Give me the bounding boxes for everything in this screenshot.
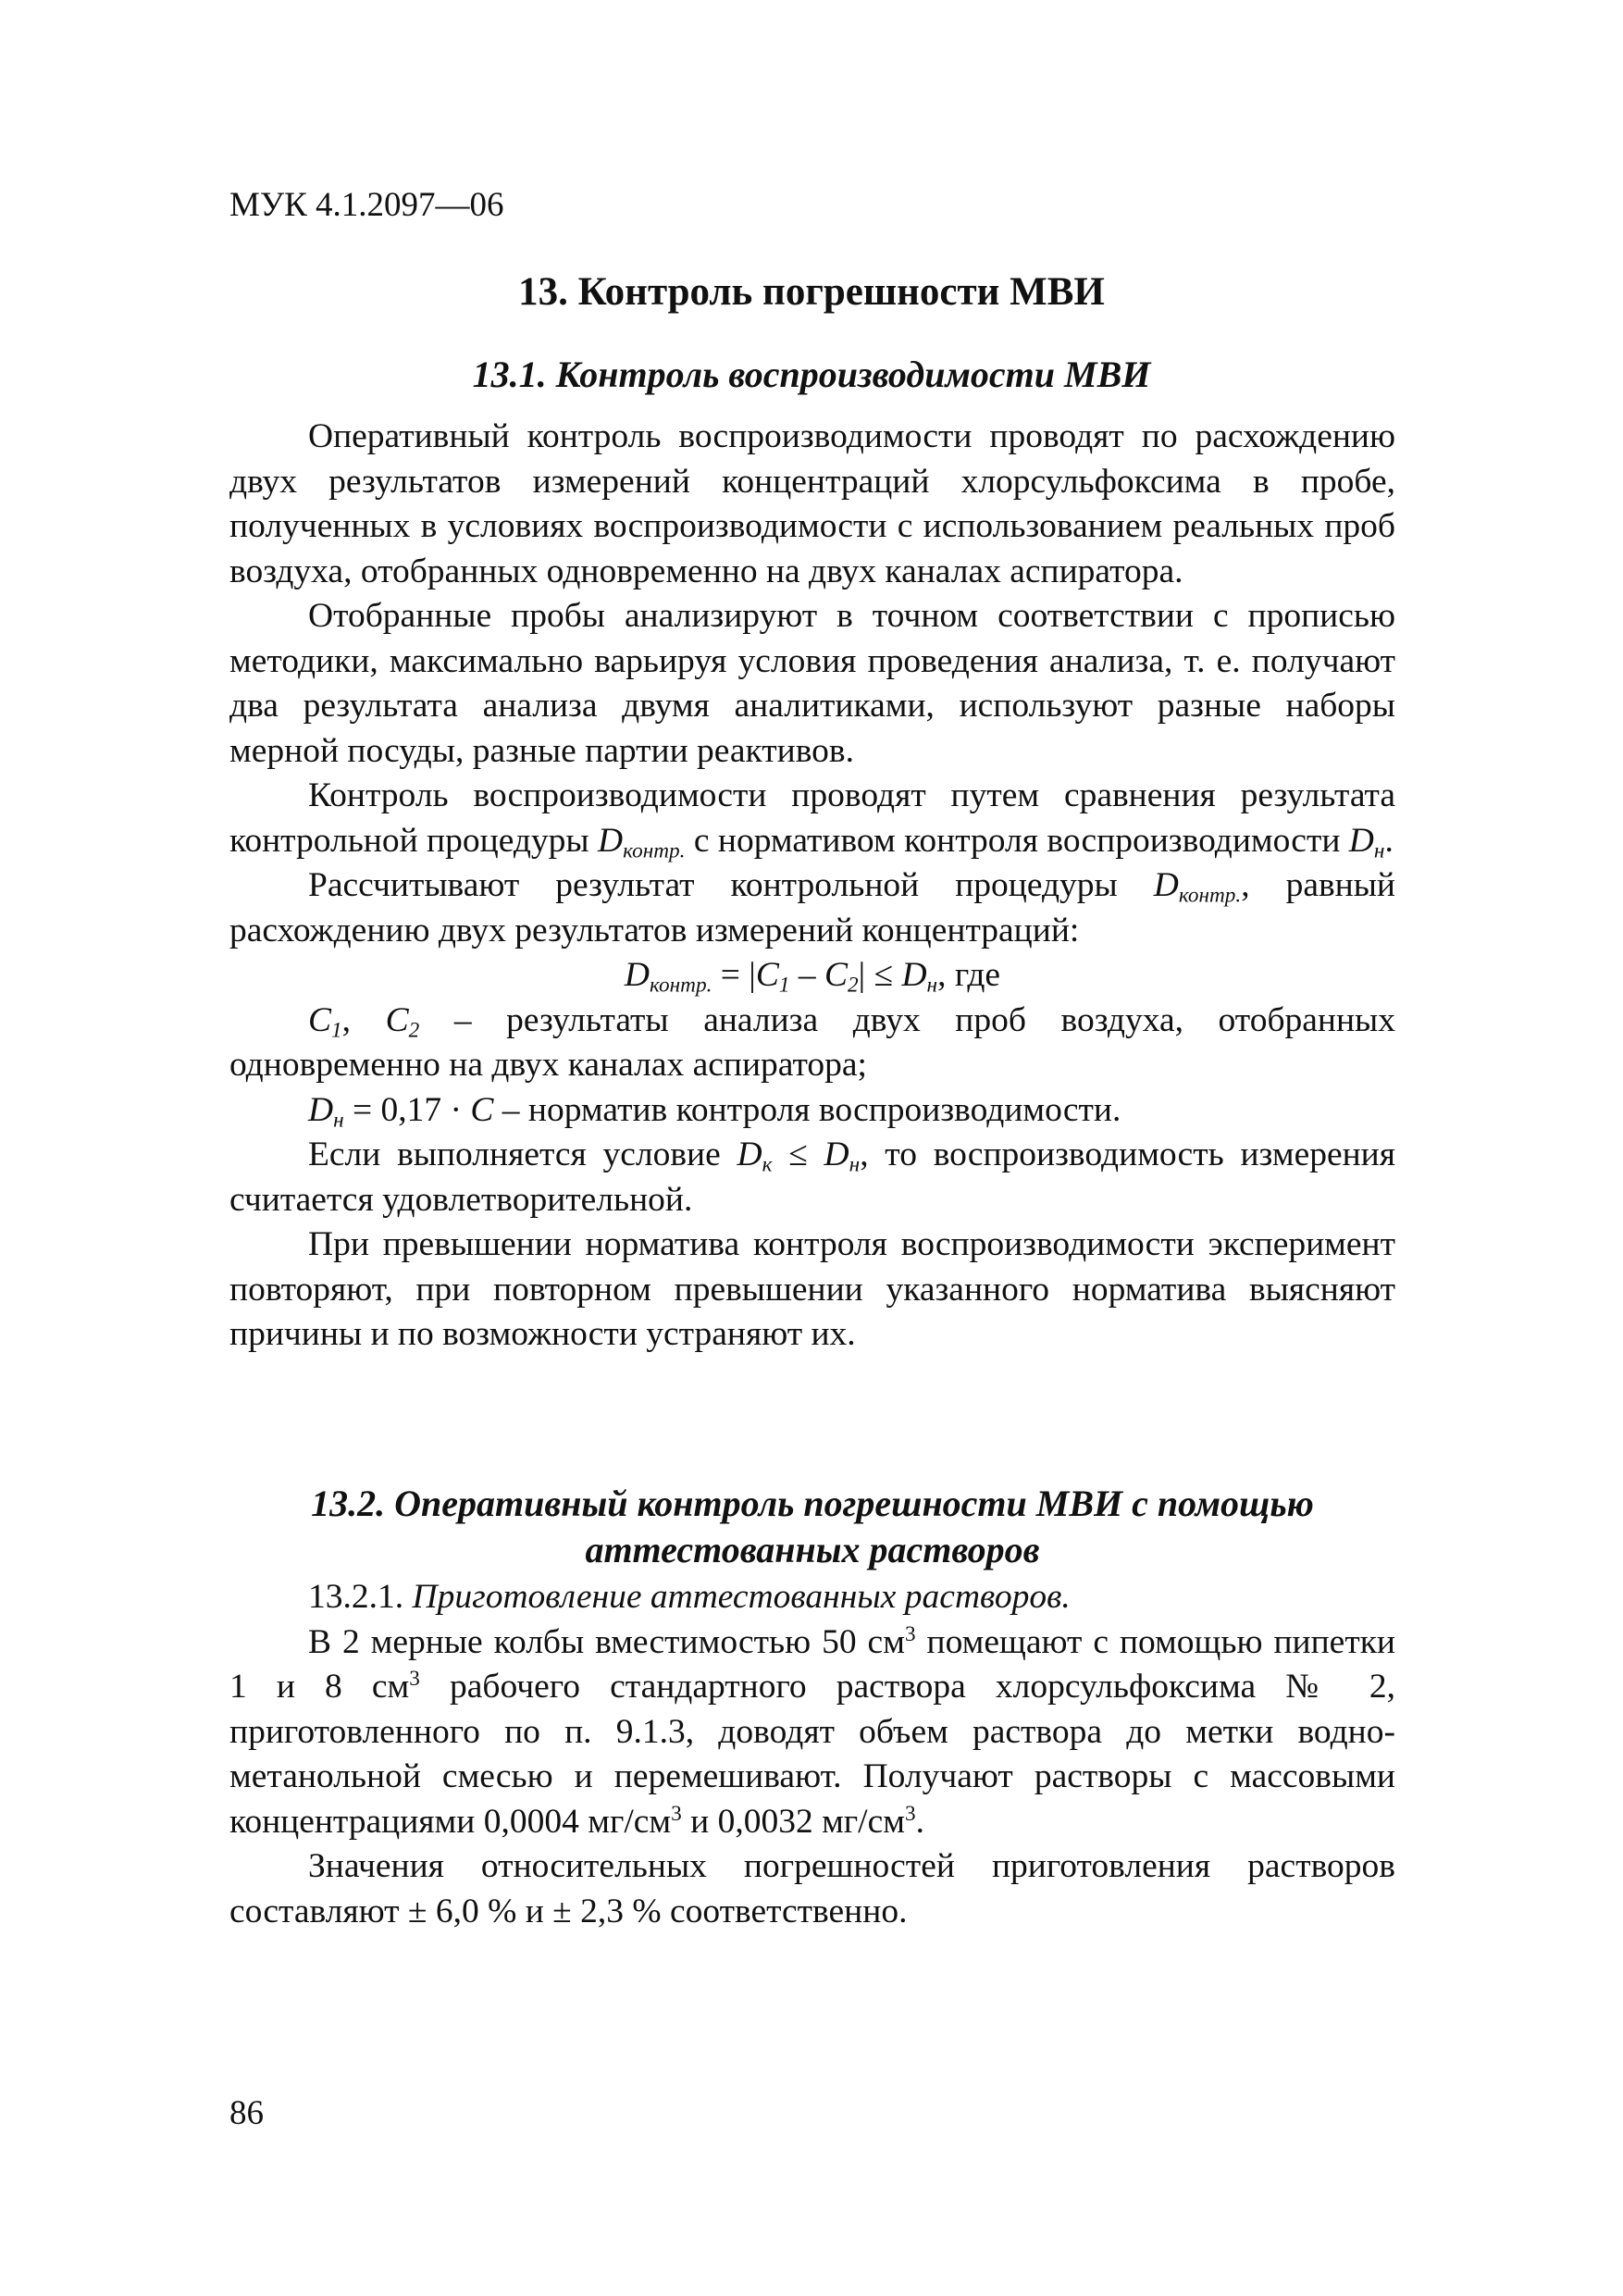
paragraph: $C_1$, $C_2$ – результаты анализа двух проб воздуха, отобранных одновременно на двух каналах аспиратора; (229, 1000, 1396, 1084)
item-heading: 13.2.1. Приготовление аттестованных растворов. (308, 1578, 1071, 1616)
paragraph: Если выполняется условие $D_к \le D_н$, то воспроизводимость измерения считается удовлетворительной. (229, 1136, 1395, 1219)
paragraph: Отобранные пробы анализируют в точном соответствии с прописью методики, максимально варьируя условия проведения анализа, т. е. получают два результата анализа двумя аналитиками, используют разные наборы мерной посуды, разные партии реактивов. (229, 597, 1395, 770)
paragraph: Рассчитывают результат контрольной процедуры $D_{контр.}$, равный расхождению двух результатов измерений концентраций: (229, 866, 1395, 949)
paragraph: При превышении норматива контроля воспроизводимости эксперимент повторяют, при повторном превышении указанного норматива выясняют причины и по возможности устраняют их. (229, 1225, 1395, 1353)
formula: $D_{контр.} = |C_1 - C_2| \le D_н$, где (624, 956, 1001, 998)
paragraph: Оперативный контроль воспроизводимости проводят по расхождению двух результатов измерений концентраций хлорсульфоксима в пробе, полученных в условиях воспроизводимости с использованием реальных проб воздуха, отобранных одновременно на двух каналах аспиратора. (229, 417, 1395, 590)
page-number: 86 (229, 2094, 264, 2132)
paragraph: $D_н = 0,17 \cdot C$ – норматив контроля воспроизводимости. (308, 1090, 1121, 1132)
symbol-d-kontr: $D_{контр.}$ (1153, 866, 1242, 908)
paragraph: Значения относительных погрешностей приготовления растворов составляют ± 6,0 % и ± 2,3 % соответственно. (229, 1847, 1395, 1930)
running-header: МУК 4.1.2097—06 (229, 186, 504, 224)
symbol-d-kontr: $D_{контр.}$ (598, 821, 686, 863)
symbol-d-n: $D_н$ (1348, 821, 1385, 863)
subsection2-body (229, 1575, 1395, 1934)
paragraph: В 2 мерные колбы вместимостью 50 $см^3$ помещают с помощью пипетки 1 и 8 $см^3$ рабочего стандартного раствора хлорсульфоксима № 2, приготовленного по п. 9.1.3, доводят объем раствора до метки водно-метанольной смесью и перемешивают. Получают растворы с массовыми концентрациями 0,0004 $мг/см^3$ и 0,0032 $мг/см^3$. (229, 1621, 1395, 1841)
section-title: 13. Контроль погрешности МВИ (518, 270, 1105, 314)
paragraph: Контроль воспроизводимости проводят путем сравнения результата контрольной процедуры $D_{контр.}$ с нормативом контроля воспроизводимости $D_н$. (229, 776, 1395, 863)
subsection2-title: 13.2. Оперативный контроль погрешности МВИ с помощью аттестованных растворов (311, 1483, 1314, 1570)
subsection1-body (229, 415, 1395, 1358)
subsection-title: 13.1. Контроль воспроизводимости МВИ (472, 354, 1151, 395)
